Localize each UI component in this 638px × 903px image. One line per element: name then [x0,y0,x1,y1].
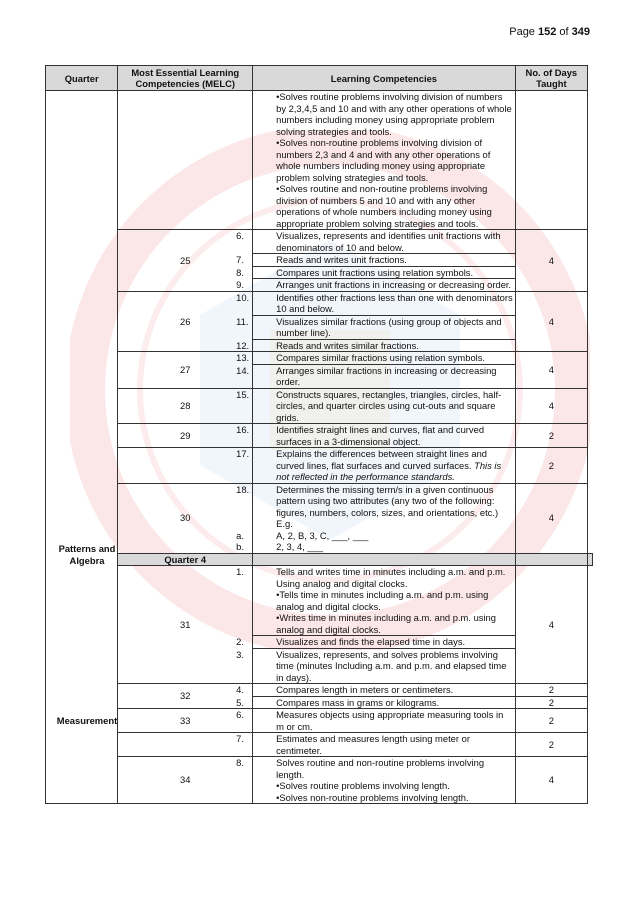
days-count: 4 [515,483,587,553]
quarter-label: Quarter 4 [118,553,253,566]
page-number: Page 152 of 349 [509,26,590,38]
table-row: 12. Reads and writes similar fractions. [46,339,593,352]
table-row: 34 8. Solves routine and non-routine problems involving length. •Solves routine problems involving length. •Solves non-routine problems involving length. 4 [46,757,593,804]
days-count: 2 [515,709,587,733]
header-quarter: Quarter [46,66,118,91]
strand-cell-number [46,91,118,804]
days-count: 2 [515,733,587,757]
melc-number: 26 [118,291,253,352]
header-competencies: Learning Competencies [253,66,516,91]
table-row: 28 15. Constructs squares, rectangles, triangles, circles, half-circles, and quarter circles using cut-outs and square grids. 4 [46,388,593,424]
header-melc: Most Essential Learning Competencies (MELC) [118,66,253,91]
melc-number: 31 [118,566,253,684]
melc-number: 25 [118,230,253,292]
table-row: 31 1. Tells and writes time in minutes including a.m. and p.m. Using analog and digital clocks. •Tells time in minutes including a.m. and p.m. using analog and digital clocks. •Writes time in minutes including a.m. and p.m. using analog and digital clocks. 4 [46,566,593,636]
days-count: 4 [515,352,587,389]
table-row: 8. Compares unit fractions using relation symbols. [46,266,593,279]
strand-patterns-algebra: Patterns and Algebra [58,543,116,566]
header-days: No. of Days Taught [515,66,587,91]
table-row: 3. Visualizes, represents, and solves problems involving time (minutes Including a.m. and p.m. and elapsed time in days). [46,648,593,684]
melc-number: 28 [118,388,253,424]
days-count: 2 [515,696,587,709]
melc-number: 34 [118,757,253,804]
table-row: 7. Reads and writes unit fractions. [46,254,593,267]
table-row: 30 18. Determines the missing term/s in a given continuous pattern using two attributes (any two of the following: figures, numbers, colors, sizes, and orientations, etc.) E.g. a. A, 2, B, 3, C, ___, ___ b. 2, 3, 4, ___ 4 [46,483,593,553]
table-row: 17. Explains the differences between straight lines and curved lines, flat surfaces and curved surfaces. This is not reflected in the performance standards. 2 [46,448,593,484]
table-row: 27 13. Compares similar fractions using relation symbols. 4 [46,352,593,365]
days-count: 4 [515,291,587,352]
melc-number: 30 [118,483,253,553]
melc-number: 33 [118,709,253,733]
table-row: 2. Visualizes and finds the elapsed time in days. [46,636,593,649]
table-header-row [46,66,593,91]
table-row: 11. Visualizes similar fractions (using group of objects and number line). [46,315,593,339]
table-row: 29 16. Identifies straight lines and curves, flat and curved surfaces in a 3-dimensional object. 2 [46,424,593,448]
melc-number: 27 [118,352,253,389]
table-row: 26 10. Identifies other fractions less than one with denominators 10 and below. 4 [46,291,593,315]
melc-number: 29 [118,424,253,448]
table-row: 25 6. Visualizes, represents and identifies unit fractions with denominators of 10 and below. 4 [46,230,593,254]
table-row [46,91,593,230]
table-row: 32 4. Compares length in meters or centimeters. 2 [46,684,593,697]
table-row: 33 6. Measures objects using appropriate measuring tools in m or cm. 2 [46,709,593,733]
days-count: 2 [515,424,587,448]
days-count: 2 [515,684,587,697]
table-row: 5. Compares mass in grams or kilograms. 2 [46,696,593,709]
strand-measurement: Measurement [56,715,118,726]
curriculum-table [45,65,593,804]
days-count: 4 [515,230,587,292]
days-count: 4 [515,566,587,684]
days-count: 2 [515,448,587,484]
melc-number: 32 [118,684,253,709]
table-row: 14. Arranges similar fractions in increasing or decreasing order. [46,364,593,388]
competency-cell: •Solves routine problems involving division of numbers by 2,3,4,5 and 10 and with any other operations of whole numbers including money using appropriate problem solving strategies and tools. •Solves non-routine problems involving division of numbers 2,3 and 4 and with any other operations of whole numbers including money using appropriate problem solving strategies and tools. •Solves routine and non-routine problems involving division of numbers 5 and 10 and with any other operations of whole numbers including money using appropriate problem solving strategies and tools. [253,91,516,230]
days-count: 4 [515,757,587,804]
table-row: 7. Estimates and measures length using meter or centimeter. 2 [46,733,593,757]
days-count: 4 [515,388,587,424]
table-row: 9. Arranges unit fractions in increasing or decreasing order. [46,279,593,292]
